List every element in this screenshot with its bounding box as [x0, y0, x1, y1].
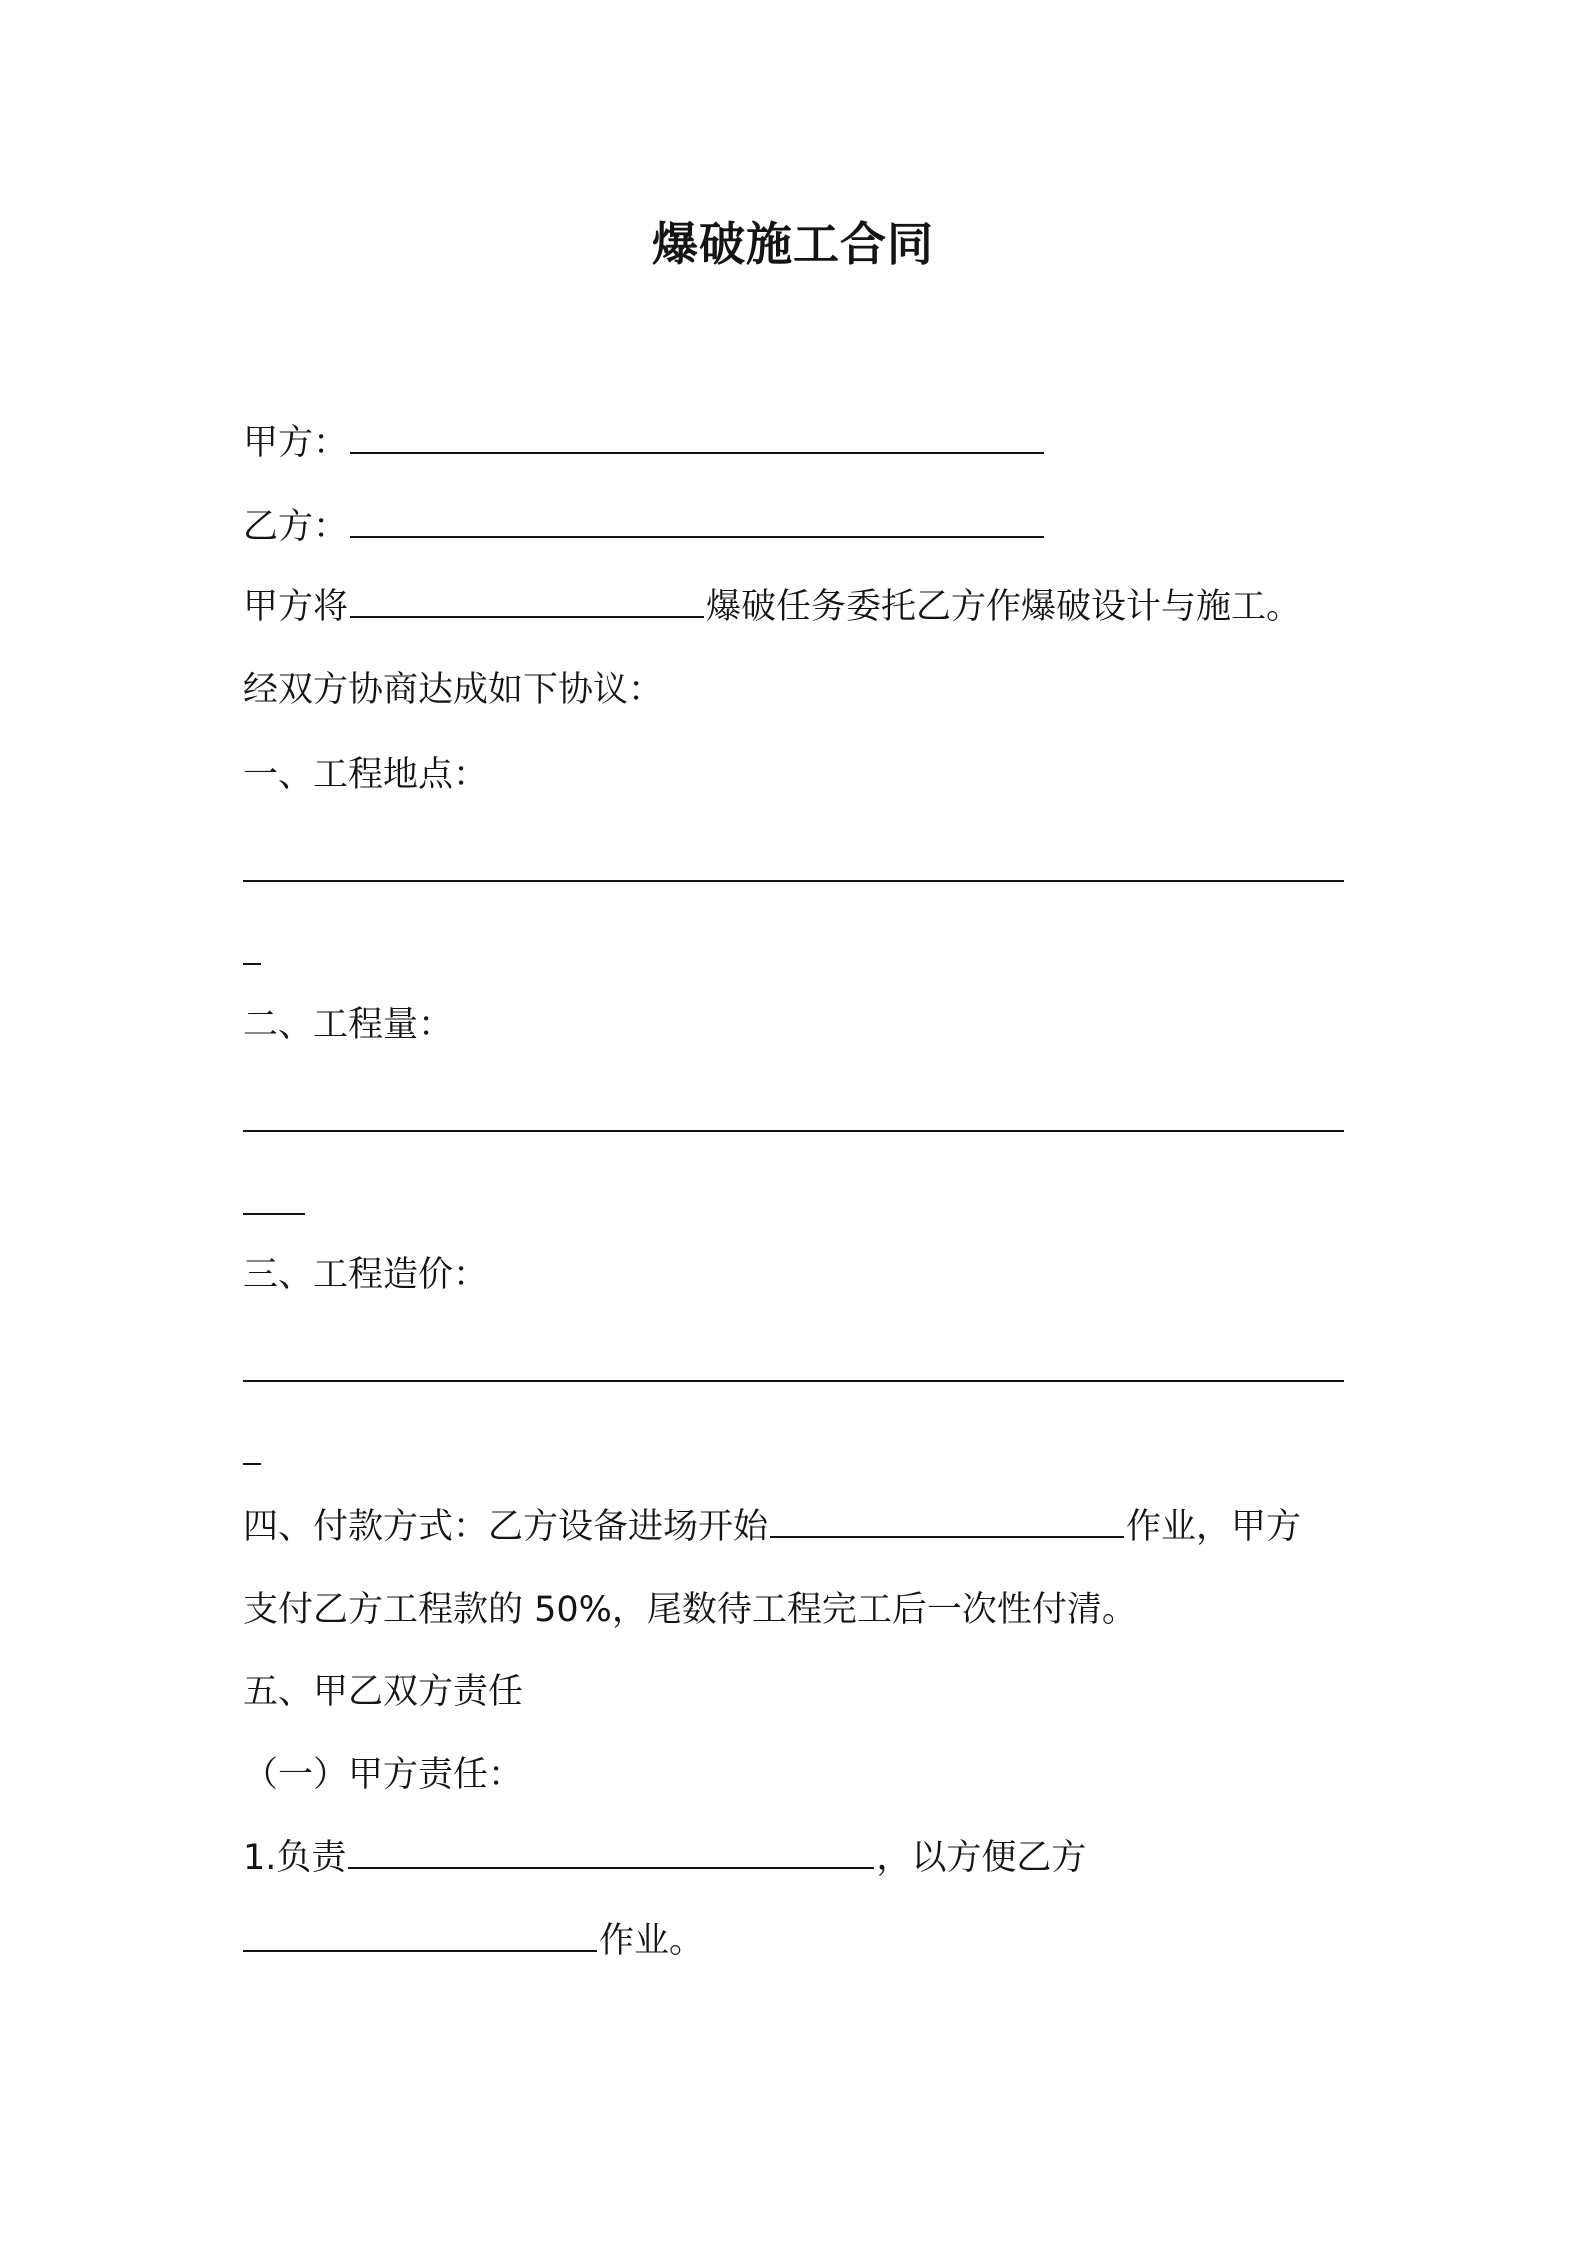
- section4-blank[interactable]: [770, 1506, 1124, 1538]
- item1-blank[interactable]: [348, 1837, 874, 1869]
- item1-suffix: ，以方便乙方: [876, 1838, 1087, 1878]
- section4-line2: 支付乙方工程款的 50%，尾数待工程完工后一次性付清。: [243, 1590, 1137, 1630]
- section1-blank-continuation: [243, 963, 261, 965]
- section2-blank[interactable]: [243, 1130, 1344, 1132]
- item1-prefix: 1.负责: [243, 1838, 347, 1878]
- entrust-suffix: 爆破任务委托乙方作爆破设计与施工。: [706, 587, 1302, 627]
- item1-line2: [243, 1916, 704, 1966]
- party-a-label: 甲方：: [243, 423, 349, 463]
- section4-prefix: 四、付款方式：乙方设备进场开始: [243, 1507, 769, 1547]
- section3-blank-continuation: [243, 1463, 261, 1465]
- section4-suffix: 作业，甲方: [1126, 1507, 1302, 1547]
- party-b-label: 乙方：: [243, 507, 349, 547]
- section2-heading: 二、工程量：: [243, 1005, 454, 1045]
- document-title: 爆破施工合同: [652, 217, 934, 271]
- section1-blank[interactable]: [243, 880, 1344, 882]
- party-a-blank[interactable]: [350, 422, 1044, 454]
- item1-line1: [243, 1833, 1086, 1883]
- sub1-heading: （一）甲方责任：: [243, 1755, 524, 1795]
- party-a-line: [243, 418, 1046, 468]
- entrust-blank[interactable]: [350, 586, 704, 618]
- section3-blank[interactable]: [243, 1380, 1344, 1382]
- section5-heading: 五、甲乙双方责任: [243, 1672, 524, 1712]
- party-b-blank[interactable]: [350, 506, 1044, 538]
- entrust-line: [243, 582, 1301, 632]
- section4-line1: [243, 1502, 1301, 1552]
- item1-blank-2[interactable]: [243, 1920, 597, 1952]
- entrust-prefix: 甲方将: [243, 587, 349, 627]
- agreement-intro: 经双方协商达成如下协议：: [243, 670, 664, 710]
- item1-line2-suffix: 作业。: [599, 1921, 705, 1961]
- party-b-line: [243, 502, 1046, 552]
- section1-heading: 一、工程地点：: [243, 755, 489, 795]
- section3-heading: 三、工程造价：: [243, 1255, 489, 1295]
- section2-blank-continuation: [243, 1213, 305, 1215]
